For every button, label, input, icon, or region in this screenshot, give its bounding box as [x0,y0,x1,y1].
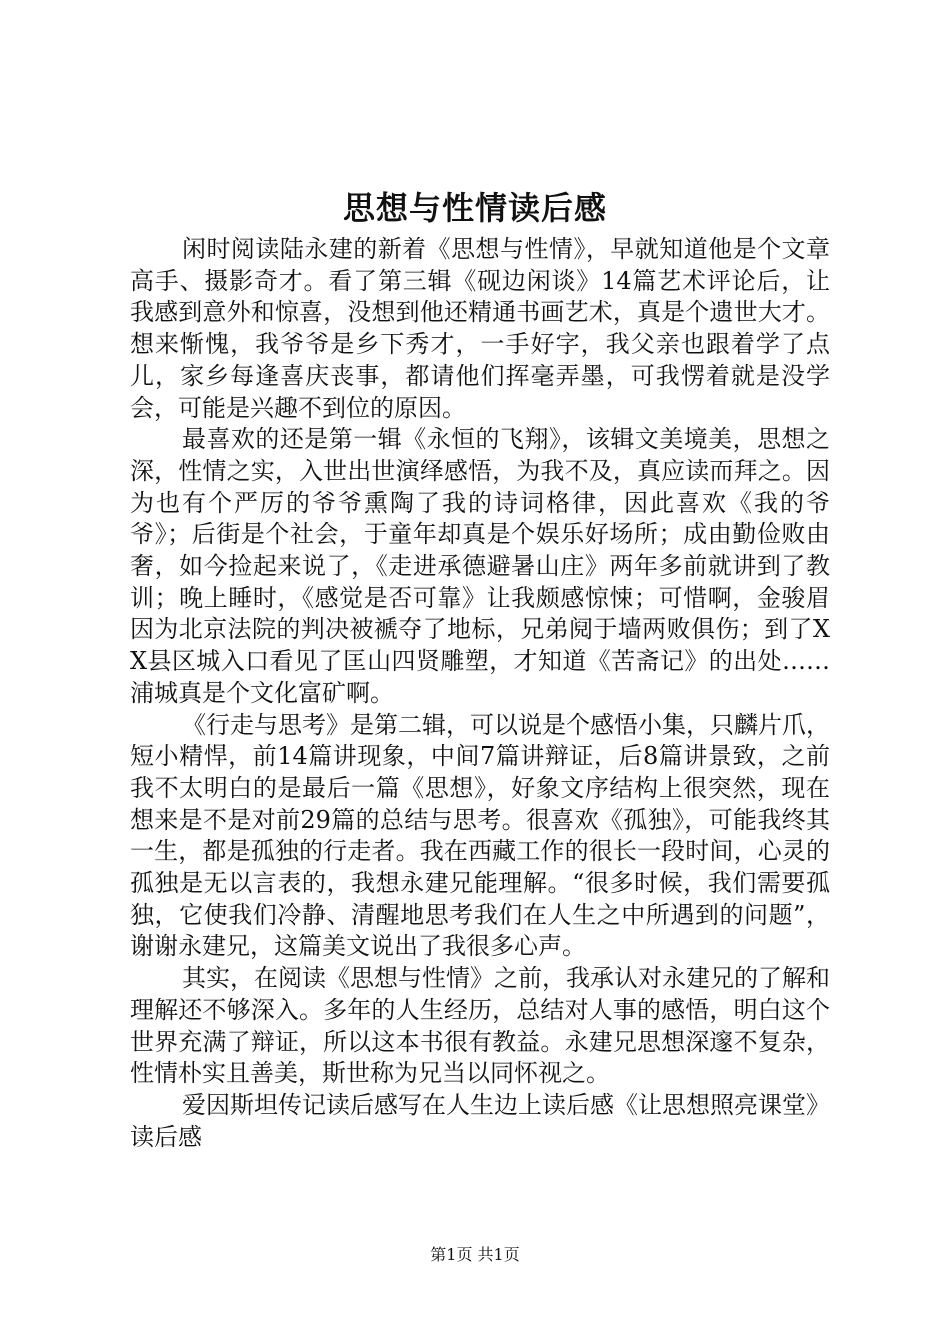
paragraph-3: 《行走与思考》是第二辑，可以说是个感悟小集，只麟片爪，短小精悍，前14篇讲现象，中间7篇讲辩证，后8篇讲景致，之前我不太明白的是最后一篇《思想》，好象文序结构上很突然，现在想来是不是对前29篇的总结与思考。很喜欢《孤独》，可能我终其一生，都是孤独的行走者。我在西藏工作的很长一段时间，心灵的孤独是无以言表的，我想永建兄能理解。“很多时候，我们需要孤独，它使我们冷静、清醒地思考我们在人生之中所遇到的问题”，谢谢永建兄，这篇美文说出了我很多心声。 [130,710,830,961]
document-title: 思想与性情读后感 [342,189,607,227]
paragraph-4: 其实，在阅读《思想与性情》之前，我承认对永建兄的了解和理解还不够深入。多年的人生经历，总结对人事的感悟，明白这个世界充满了辩证，所以这本书很有教益。永建兄思想深邃不复杂，性情朴实且善美，斯世称为兄当以同怀视之。 [130,964,830,1088]
page-footer: 第1页 共1页 [430,1245,520,1264]
paragraph-2: 最喜欢的还是第一辑《永恒的飞翔》，该辑文美境美，思想之深，性情之实，入世出世演绎感悟，为我不及，真应读而拜之。因为也有个严厉的爷爷熏陶了我的诗词格律，因此喜欢《我的爷爷》；后街是个社会，于童年却真是个娱乐好场所；成由勤俭败由奢，如今捡起来说了，《走进承德避暑山庄》两年多前就讲到了教训；晚上睡时，《感觉是否可靠》让我颇感惊悚；可惜啊，金骏眉因为北京法院的判决被褫夺了地标，兄弟阋于墙两败俱伤；到了XX县区城入口看见了匡山四贤雕塑，才知道《苦斋记》的出处……浦城真是个文化富矿啊。 [130,425,830,707]
paragraph-5: 爱因斯坦传记读后感写在人生边上读后感《让思想照亮课堂》读后感 [130,1090,830,1151]
paragraph-1: 闲时阅读陆永建的新着《思想与性情》，早就知道他是个文章高手、摄影奇才。看了第三辑《砚边闲谈》14篇艺术评论后，让我感到意外和惊喜，没想到他还精通书画艺术，真是个遗世大才。想来惭愧，我爷爷是乡下秀才，一手好字，我父亲也跟着学了点儿，家乡每逢喜庆丧事，都请他们挥毫弄墨，可我愣着就是没学会，可能是兴趣不到位的原因。 [130,235,830,422]
document-body [130,234,830,1153]
